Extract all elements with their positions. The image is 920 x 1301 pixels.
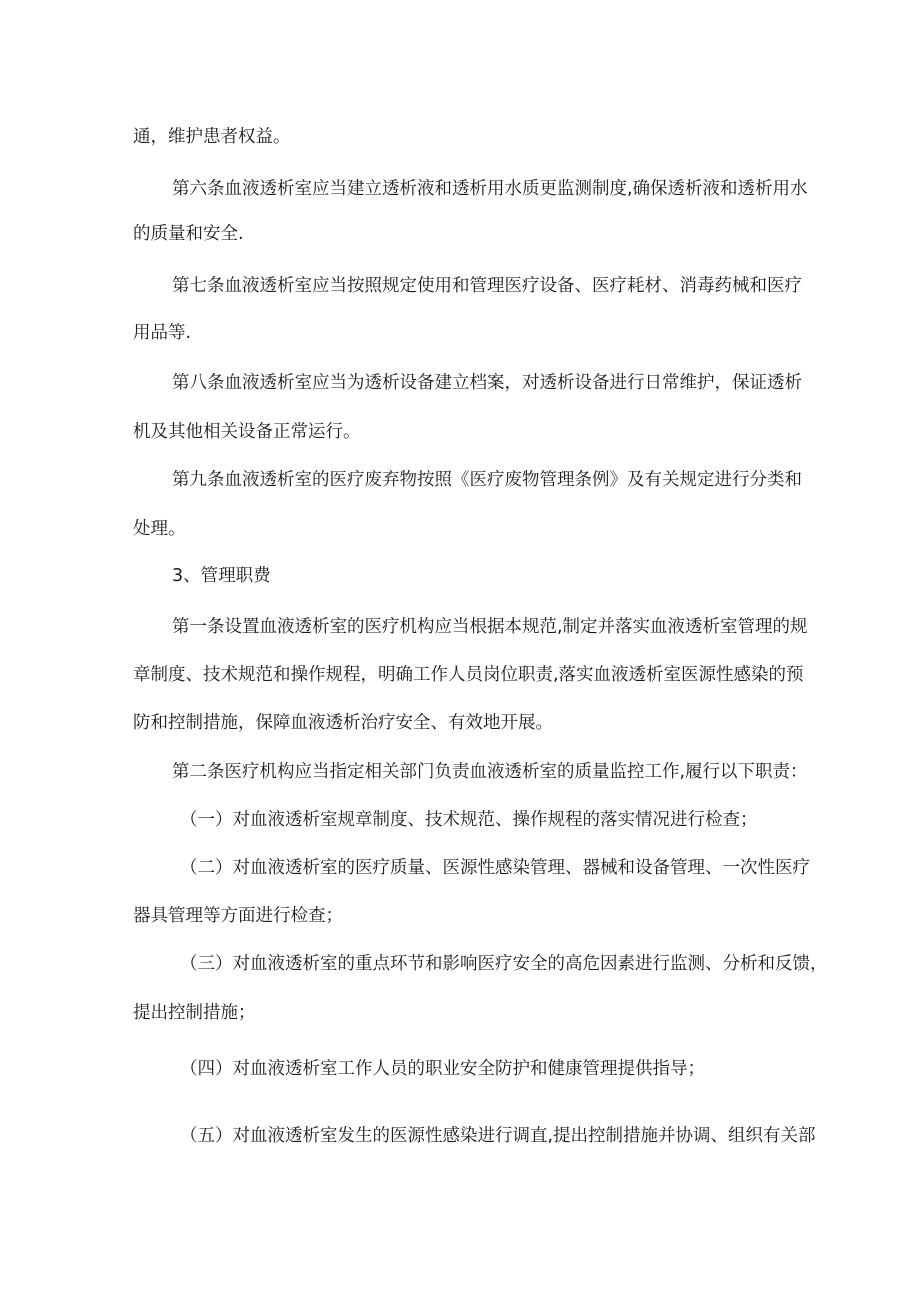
text-line: 第二条医疗机构应当指定相关部门负责血液透析室的质量监控工作,履行以下职责： — [172, 762, 808, 782]
list-item: （一）对血液透析室规章制度、技术规范、操作规程的落实情况进行检查； — [180, 810, 758, 830]
text-line: 第九条血液透析室的医疗废弃物按照《医疗废物管理条例》及有关规定进行分类和 — [172, 470, 802, 490]
text-line: 防和控制措施，保障血液透析治疗安全、有效地开展。 — [133, 713, 553, 733]
text-line: 提出控制措施； — [133, 1003, 256, 1023]
text-line: 器具管理等方面进行检查； — [133, 906, 343, 926]
list-item: （三）对血液透析室的重点环节和影响医疗安全的高危因素进行监测、分析和反馈， — [180, 954, 828, 974]
text-line: 第八条血液透析室应当为透析设备建立档案，对透析设备进行日常维护，保证透析 — [172, 373, 802, 393]
list-item: （二）对血液透析室的医疗质量、医源性感染管理、器械和设备管理、一次性医疗 — [180, 858, 810, 878]
text-line: 第六条血液透析室应当建立透析液和透析用水质更监测制度,确保透析液和透析用水 — [172, 179, 808, 199]
text-line: 机及其他相关设备正常运行。 — [133, 422, 361, 442]
text-line: 通，维护患者权益。 — [133, 127, 291, 147]
text-line: 第七条血液透析室应当按照规定使用和管理医疗设备、医疗耗材、消毒药械和医疗 — [172, 276, 802, 296]
list-item: （五）对血液透析室发生的医源性感染进行调直,提出控制措施并协调、组织有关部 — [180, 1126, 816, 1146]
section-heading: 3、管理职费 — [172, 566, 271, 586]
text-line: 处理。 — [133, 519, 186, 539]
text-line: 的质量和安全. — [133, 224, 244, 244]
text-line: 第一条设置血液透析室的医疗机构应当根据本规范,制定并落实血液透析室管理的规 — [172, 617, 808, 637]
text-line: 章制度、技术规范和操作规程，明确工作人员岗位职责,落实血液透析室医源性感染的预 — [133, 665, 804, 685]
list-item: （四）对血液透析室工作人员的职业安全防护和健康管理提供指导； — [180, 1059, 705, 1079]
text-line: 用品等. — [133, 323, 192, 343]
